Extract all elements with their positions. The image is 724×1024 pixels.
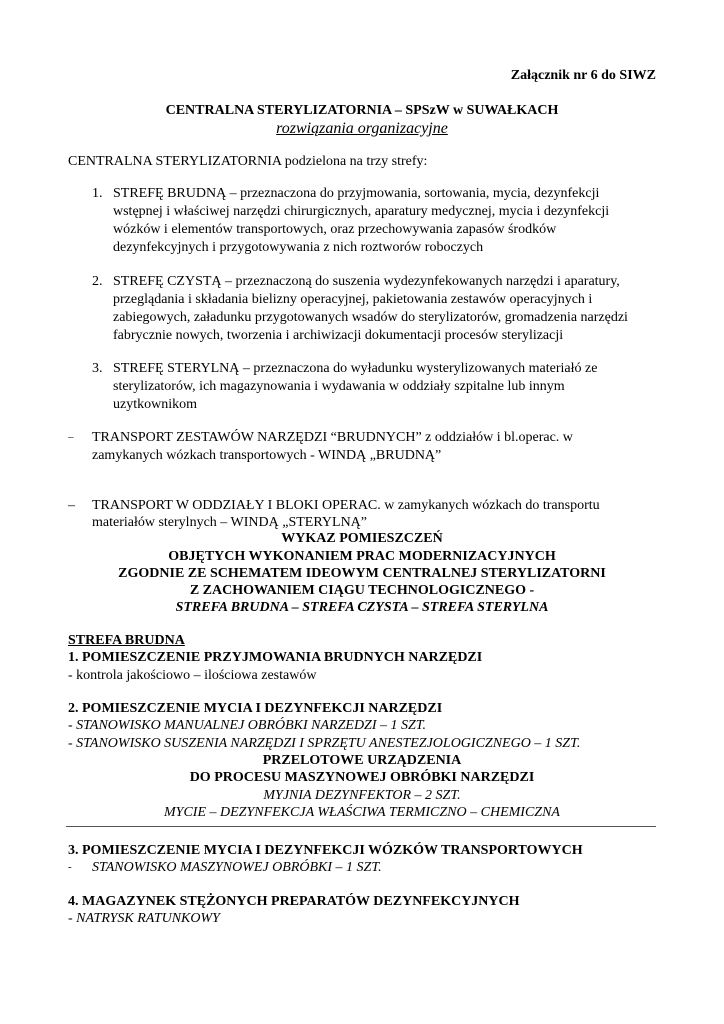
list-line: uzytkownikom: [113, 397, 197, 412]
transport-line: zamykanych wózkach transportowych - WINDĄ „BRUDNĄ”: [92, 448, 442, 463]
list-line: dezynfekcyjnych i przygotowywania z nich roztworów roboczych: [113, 240, 484, 255]
document-title: CENTRALNA STERYLIZATORNIA – SPSzW w SUWAŁKACH: [165, 103, 559, 118]
intro-text: CENTRALNA STERYLIZATORNIA podzielona na trzy strefy:: [68, 154, 428, 169]
room-item: - kontrola jakościowo – ilościowa zestawów: [68, 668, 317, 683]
list-line: sterylizatorów, ich magazynowania i wydawania w oddziały szpitalne lub innym: [113, 379, 565, 394]
room-title: 1. POMIESZCZENIE PRZYJMOWANIA BRUDNYCH NARZĘDZI: [68, 650, 483, 665]
room-item: STANOWISKO MASZYNOWEJ OBRÓBKI – 1 SZT.: [92, 860, 382, 875]
list-line: zabiegowych, załadunku przygotowanych wsadów do sterylizatorów, gromadzenia narzędzi: [113, 310, 628, 325]
room-item: - STANOWISKO SUSZENIA NARZĘDZI I SPRZĘTU ANESTEZJOLOGICZNEGO – 1 SZT.: [68, 736, 581, 751]
room-title: 4. MAGAZYNEK STĘŻONYCH PREPARATÓW DEZYNFEKCYJNYCH: [68, 894, 520, 909]
list-line: STREFĘ CZYSTĄ – przeznaczoną do suszenia wydezynfekowanych narzędzi i aparatury,: [113, 274, 620, 289]
dash-bullet: -: [68, 861, 72, 873]
section-heading: STREFA BRUDNA: [68, 633, 185, 648]
list-line: przeglądania i składania bielizny operacyjnej, pakietowania zestawów operacyjnych i: [113, 292, 593, 307]
room-title: 3. POMIESZCZENIE MYCIA I DEZYNFEKCJI WÓZKÓW TRANSPORTOWYCH: [68, 843, 583, 858]
transport-line: TRANSPORT ZESTAWÓW NARZĘDZI “BRUDNYCH” z oddziałów i bl.operac. w: [92, 430, 573, 445]
transport-line: materiałów sterylnych – WINDĄ „STERYLNĄ”: [92, 515, 368, 530]
dash-bullet: –: [68, 431, 74, 443]
equipment-item: MYCIE – DEZYNFEKCJA WŁAŚCIWA TERMICZNO – CHEMICZNA: [164, 805, 560, 820]
wykaz-line: Z ZACHOWANIEM CIĄGU TECHNOLOGICZNEGO -: [189, 583, 535, 598]
room-item: - STANOWISKO MANUALNEJ OBRÓBKI NARZEDZI – 1 SZT.: [68, 718, 427, 733]
list-number: 2.: [92, 274, 103, 289]
equipment-item: MYJNIA DEZYNFEKTOR – 2 SZT.: [263, 788, 461, 803]
list-line: wózków i elementów transportowych, oraz przechowywania zapasów środków: [113, 222, 557, 237]
dash-bullet: –: [68, 498, 75, 513]
wykaz-line: OBJĘTYCH WYKONANIEM PRAC MODERNIZACYJNYCH: [168, 549, 556, 564]
list-line: STREFĘ BRUDNĄ – przeznaczona do przyjmowania, sortowania, mycia, dezynfekcji: [113, 186, 600, 201]
room-title: 2. POMIESZCZENIE MYCIA I DEZYNFEKCJI NARZĘDZI: [68, 701, 443, 716]
list-line: wstępnej i właściwej narzędzi chirurgicznych, aparatury medycznej, mycia i dezynfekcji: [113, 204, 610, 219]
room-item: - NATRYSK RATUNKOWY: [68, 911, 220, 926]
wykaz-line: ZGODNIE ZE SCHEMATEM IDEOWYM CENTRALNEJ STERYLIZATORNI: [118, 566, 606, 581]
document-subtitle: rozwiązania organizacyjne: [276, 120, 448, 137]
list-number: 3.: [92, 361, 103, 376]
attachment-label: Załącznik nr 6 do SIWZ: [510, 68, 656, 83]
equipment-heading: DO PROCESU MASZYNOWEJ OBRÓBKI NARZĘDZI: [189, 770, 535, 785]
transport-line: TRANSPORT W ODDZIAŁY I BLOKI OPERAC. w zamykanych wózkach do transportu: [92, 498, 600, 513]
wykaz-line: WYKAZ POMIESZCZEŃ: [281, 531, 443, 546]
equipment-heading: PRZELOTOWE URZĄDZENIA: [262, 753, 462, 768]
list-line: fabrycznie nowych, tworzenia i archiwizacji dokumentacji procesów sterylizacji: [113, 328, 564, 343]
zones-line: STREFA BRUDNA – STREFA CZYSTA – STREFA STERYLNA: [175, 600, 549, 615]
list-number: 1.: [92, 186, 103, 201]
divider: [66, 826, 656, 827]
list-line: STREFĘ STERYLNĄ – przeznaczona do wyładunku wysterylizowanych materiałó ze: [113, 361, 598, 376]
